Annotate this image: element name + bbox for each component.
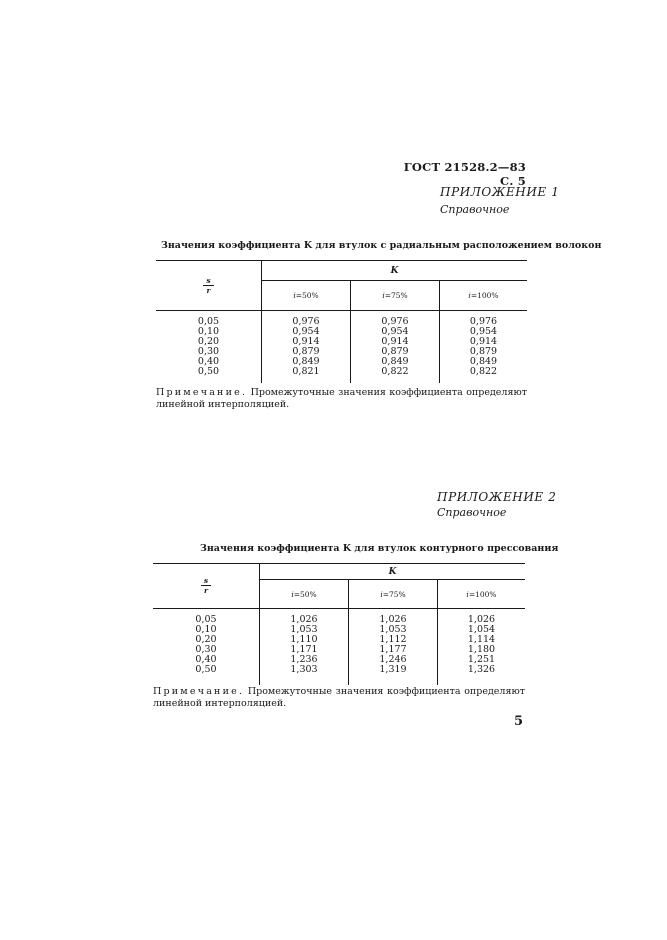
note-label: Примечание. [153, 686, 245, 697]
appendix-2-note [153, 686, 525, 710]
var-i: i [380, 589, 383, 599]
note-text: Промежуточные значения коэффициента определяют линейной интерполяцией. [153, 686, 525, 709]
appendix-2-caption: Значения коэффициента K для втулок контурного прессования [200, 543, 559, 554]
header-value: =50% [295, 291, 319, 300]
k-group-header [262, 261, 528, 281]
appendix-1-title: ПРИЛОЖЕНИЕ 1 [440, 185, 560, 199]
ratio-denominator: r [206, 285, 211, 295]
appendix-2-title: ПРИЛОЖЕНИЕ 2 [437, 490, 557, 504]
var-i: i [468, 291, 471, 300]
var-i: i [291, 589, 294, 599]
ratio-denominator: r [204, 586, 208, 595]
k-values-75: 1,026 1,053 1,112 1,177 1,246 1,319 [349, 609, 438, 685]
header-value: =100% [470, 291, 499, 300]
ratio-fraction [201, 576, 211, 595]
appendix-2-subtitle: Справочное [437, 506, 507, 519]
ratio-header [153, 564, 260, 609]
note-label: Примечание. [156, 387, 248, 398]
header-value: =75% [384, 291, 408, 300]
ratio-numerator: s [203, 276, 213, 286]
k-values-75: 0,976 0,954 0,914 0,879 0,849 0,822 [351, 311, 440, 383]
appendix-1-note [156, 387, 527, 411]
page-number: 5 [514, 714, 524, 729]
appendix-1-caption: Значения коэффициента K для втулок с радиальным расположением волокон [161, 240, 602, 251]
header-value: =100% [468, 589, 497, 599]
column-header-75 [351, 281, 440, 311]
k-values-100: 0,976 0,954 0,914 0,879 0,849 0,822 [469, 316, 498, 377]
header-value: =75% [382, 589, 406, 599]
k-values-50: 0,976 0,954 0,914 0,879 0,849 0,821 [262, 311, 351, 383]
var-i: i [293, 291, 296, 300]
column-header-75 [349, 580, 438, 609]
note-text: Промежуточные значения коэффициента определяют линейной интерполяцией. [156, 387, 527, 410]
ratio-numerator: s [201, 576, 211, 586]
column-header-100 [438, 580, 526, 609]
ratio-values: 0,05 0,10 0,20 0,30 0,40 0,50 [156, 311, 262, 383]
header-value: =50% [293, 589, 317, 599]
k-values-50: 1,026 1,053 1,110 1,171 1,236 1,303 [260, 609, 349, 685]
k-group-header [260, 564, 526, 580]
var-i: i [466, 589, 469, 599]
ratio-fraction [203, 276, 213, 295]
appendix-1-subtitle: Справочное [440, 203, 510, 216]
column-header-50 [260, 580, 349, 609]
k-symbol: K [390, 266, 399, 276]
var-i: i [382, 291, 385, 300]
k-values-100: 1,026 1,054 1,114 1,180 1,251 1,326 [467, 614, 496, 675]
appendix-2-table [153, 563, 525, 685]
ratio-values: 0,05 0,10 0,20 0,30 0,40 0,50 [153, 609, 260, 685]
ratio-header [156, 261, 262, 311]
standard-reference: ГОСТ 21528.2—83 С. 5 [403, 160, 526, 188]
column-header-50 [262, 281, 351, 311]
column-header-100 [440, 281, 528, 311]
k-symbol: K [388, 567, 397, 577]
appendix-1-table [156, 260, 527, 383]
